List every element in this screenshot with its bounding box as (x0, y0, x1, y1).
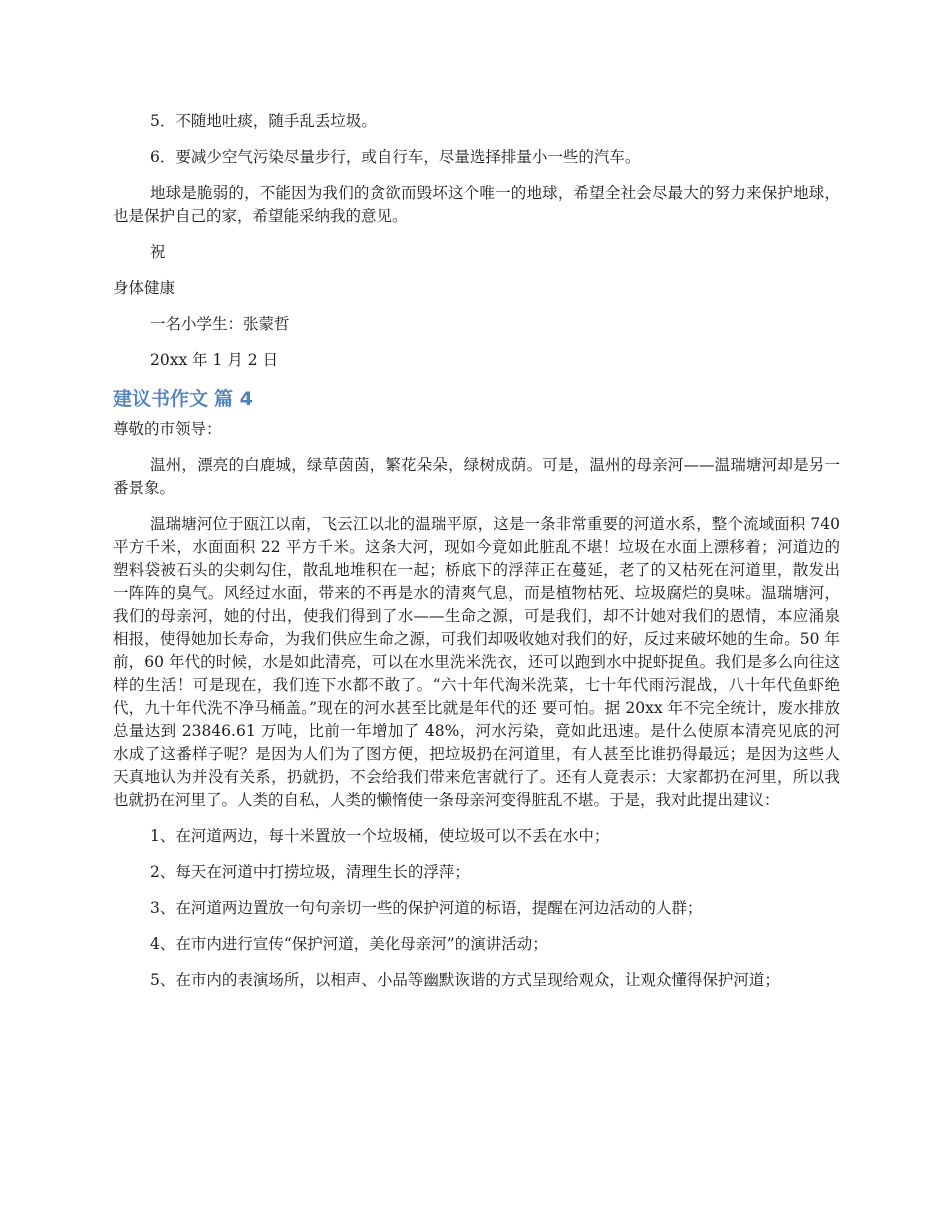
section-heading (113, 386, 840, 412)
date: 20xx 年 1 月 2 日 (150, 351, 279, 369)
intro-paragraph: 温州，漂亮的白鹿城，绿草茵茵，繁花朵朵，绿树成荫。可是，温州的母亲河——温瑞塘河却是另一番景象。 (113, 456, 840, 497)
salutation: 尊敬的市领导： (113, 420, 222, 438)
closing-health: 身体健康 (113, 279, 176, 297)
closing-paragraph: 地球是脆弱的，不能因为我们的贪欲而毁坏这个唯一的地球，希望全社会尽最大的努力来保护地球，也是保护自己的家，希望能采纳我的意见。 (113, 184, 840, 225)
suggestion-item-5: 5、在市内的表演场所，以相声、小品等幽默诙谐的方式呈现给观众，让观众懂得保护河道； (150, 971, 780, 989)
closing-zhu: 祝 (150, 243, 166, 261)
document-page (113, 110, 840, 992)
suggestion-item-2: 2、每天在河道中打捞垃圾，清理生长的浮萍； (150, 863, 470, 881)
signature: 一名小学生：张蒙哲 (150, 315, 290, 333)
body-paragraph: 温瑞塘河位于瓯江以南，飞云江以北的温瑞平原，这是一条非常重要的河道水系，整个流域面积 740 平方千米，水面面积 22 平方千米。这条大河，现如今竟如此脏乱不堪！垃圾在水面上漂移着；河道边的塑料袋被石头的尖刺勾住，散乱地堆积在一起；桥底下的浮萍正在蔓延，老了的又枯死在河道里，散发出一阵阵的臭气。风经过水面，带来的不再是水的清爽气息，而是植物枯死、垃圾腐烂的臭味。温瑞塘河，我们的母亲河，她的付出，使我们得到了水——生命之源，可是我们，却不计她对我们的恩情，本应涌泉相报，使得她加长寿命，为我们供应生命之源，可我们却吸收她对我们的好，反过来破坏她的生命。50 年前，60 年代的时候，水是如此清亮，可以在水里洗米洗衣，还可以跑到水中捉虾捉鱼。我们是多么向往这样的生活！可是现在，我们连下水都不敢了。“六十年代淘米洗菜，七十年代雨污混战，八十年代鱼虾绝代，九十年代洗不净马桶盖。”现在的河水甚至比就是年代的还 要可怕。据 20xx 年不完全统计，废水排放总量达到 23846.61 万吨，比前一年增加了 48%，河水污染，竟如此迅速。是什么使原本清亮见底的河水成了这番样子呢？是因为人们为了图方便，把垃圾扔在河道里，有人甚至比谁扔得最远；是因为这些人天真地认为并没有关系，扔就扔，不会给我们带来危害就行了。还有人竟表示：大家都扔在河里，所以我也就扔在河里了。人类的自私，人类的懒惰使一条母亲河变得脏乱不堪。于是，我对此提出建议： (113, 515, 840, 809)
section-number: 篇 4 (214, 388, 253, 410)
section-title: 建议书作文 (113, 388, 209, 410)
suggestion-item-1: 1、在河道两边，每十米置放一个垃圾桶，使垃圾可以不丢在水中； (150, 827, 610, 845)
suggestion-item-4: 4、在市内进行宣传“保护河道，美化母亲河”的演讲活动； (150, 935, 548, 953)
list-item-5: 5．不随地吐痰，随手乱丢垃圾。 (150, 112, 377, 130)
suggestion-item-3: 3、在河道两边置放一句句亲切一些的保护河道的标语，提醒在河边活动的人群； (150, 899, 703, 917)
list-item-6: 6．要减少空气污染尽量步行，或自行车，尽量选择排量小一些的汽车。 (150, 148, 641, 166)
